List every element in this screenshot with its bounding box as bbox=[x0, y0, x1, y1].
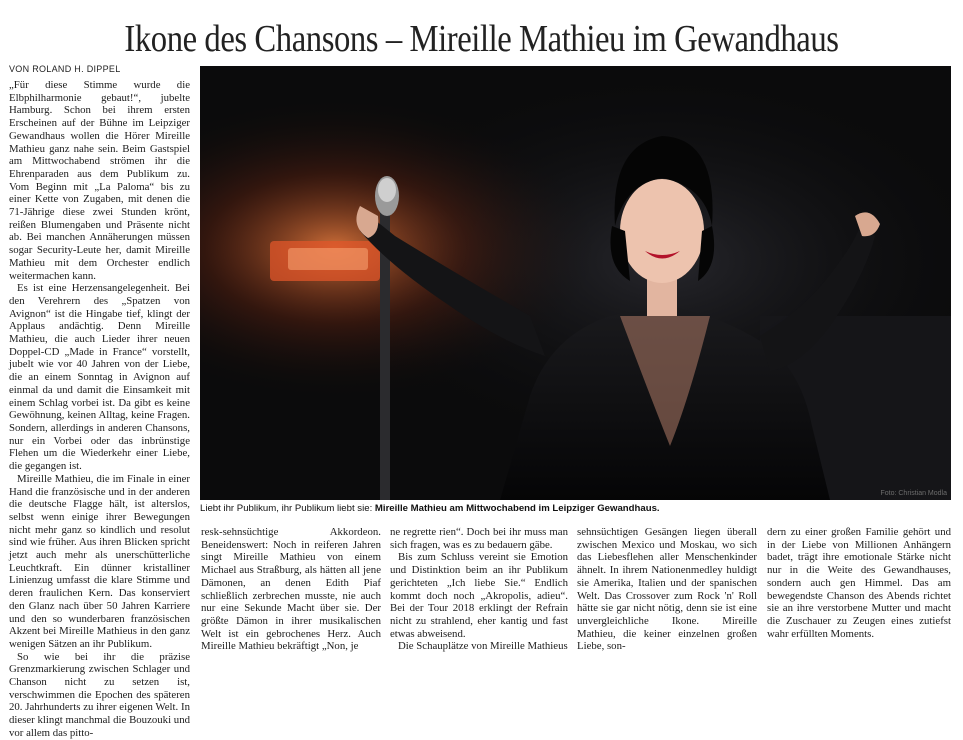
headline: Ikone des Chansons – Mireille Mathieu im Gewandhaus bbox=[124, 18, 839, 60]
photo-credit: Foto: Christian Modla bbox=[880, 490, 947, 497]
article-paragraph: Bis zum Schluss vereint sie Emotion und Distinktion beim an ihr Publikum gerichteten „Ich liebe Sie.“ Endlich kommt doch noch „Akropolis, adieu“. Bei der Tour 2018 erklingt der Refrain nicht zu strahlend, eher kantig und fast etwas abweisend. bbox=[390, 551, 568, 640]
article-paragraph: ne regrette rien“. Doch bei ihr muss man sich fragen, was es zu bedauern gäbe. bbox=[390, 526, 568, 551]
article-column-4 bbox=[577, 526, 757, 653]
byline: VON ROLAND H. DIPPEL bbox=[9, 64, 121, 74]
article-column-2 bbox=[201, 526, 381, 653]
article-paragraph: dern zu einer großen Familie gehört und in der Liebe von Millionen Anhängern badet, trägt ihre emotionale Stärke nicht nur in die Weite des Gewandhauses, sondern auch gen Himmel. Das am bewegendste Chanson des Abends richtet sie an ihre verstorbene Mutter und macht die Zuschauer zu Zeugen eines zutiefst wahr erfüllten Moments. bbox=[767, 526, 951, 640]
photo-caption bbox=[200, 503, 951, 517]
concert-photo bbox=[200, 66, 951, 500]
article-paragraph: „Für diese Stimme wurde die Elbphilharmonie gebaut!“, jubelte Hamburg. Schon bei ihrem ersten Erscheinen auf der Bühne im Leipziger Gewandhaus wollen die Hörer Mireille Mathieu ganz nahe sein. Beim Gastspiel am Mittwochabend strömen ihr die Ehrenparaden aus dem Publikum zu. Vom Beginn mit „La Paloma“ bis zu einer Kette von Zugaben, mit denen die 71-Jährige diese zwei Stunden krönt, reißen Blumengaben und Präsente nicht ab. Bei manchen Annäherungen müssen sogar Security-Leute her, damit Mireille Mathieu mit dem Orchester endlich weitermachen kann. bbox=[9, 79, 190, 282]
article-paragraph: sehnsüchtigen Gesängen liegen überall zwischen Mexico und Moskau, wo sich das Liebesflehen aller Menschenkinder ähnelt. In ihrem Nationenmedley huldigt sie Amerika, Italien und der spanischen Welt. Das Crossover zum Rock 'n' Roll hätte sie gar nicht nötig, denn sie ist eine unvergleichliche Ikone. Mireille Mathieu, die keiner einzelnen großen Liebe, son- bbox=[577, 526, 757, 653]
caption-highlight: Mireille Mathieu am Mittwochabend im Leipziger Gewandhaus. bbox=[374, 503, 660, 514]
article-paragraph: resk-sehnsüchtige Akkordeon. Beneidenswert: Noch in reiferen Jahren singt Mireille Mathieu von einem Michael aus Straßburg, als hätten all jene Dämonen, an denen Edith Piaf schließlich zerbrechen musste, nie auch nur eine Sekunde Macht über sie. Der größte Dämon in ihrer musikalischen Welt ist ein gebrochenes Herz. Auch Mireille Mathieu bekräftigt „Non, je bbox=[201, 526, 381, 653]
article-column-5 bbox=[767, 526, 951, 640]
article-column-3 bbox=[390, 526, 568, 653]
singer-on-stage-illustration bbox=[200, 66, 951, 500]
caption-lead: Liebt ihr Publikum, ihr Publikum liebt sie: bbox=[200, 503, 375, 514]
article-paragraph: So wie bei ihr die präzise Grenzmarkierung zwischen Schlager und Chanson nicht zu setzen ist, verschwimmen die Epochen des späteren 20. Jahrhunderts zu ihrer eigenen Welt. In dieser klingt manchmal die Bouzouki und vor allem das pitto- bbox=[9, 650, 190, 739]
article-paragraph: Es ist eine Herzensangelegenheit. Bei den Verehrern des „Spatzen von Avignon“ ist die Hingabe tief, klingt der Applaus andächtig. Denn Mireille Mathieu, die auch Lieder ihrer neuen Doppel-CD „Made in France“ vorstellt, jubelt wie vor 40 Jahren von der Liebe, die an einem Sonntag in Avignon auf einmal da und damit die Einsamkeit mit einem Schlag vorbei ist. Da gibt es keine Gewöhnung, keinen Alltag, keine Fragen. Sondern, allerdings in anderen Chansons, nur ein Vorbei oder das inbrünstige Flehen um die Wiederkehr einer Liebe, die gegangen ist. bbox=[9, 282, 190, 473]
article-paragraph: Mireille Mathieu, die im Finale in einer Hand die französische und in der anderen die deutsche Flagge hält, ist alterslos, selbst wenn einige ihrer Bewegungen nicht mehr ganz so kindlich und resolut sind wie früher. Aus ihren Blicken spricht jetzt auch mehr als unerschütterliche Leuchtkraft. Ein dünner kristalliner Linienzug umfasst die klare Stimme und deren fraulichen Kern. Das konserviert den Glanz nach über 50 Jahren Karriere und den so wunderbaren französischen Akzent bei Mireille Mathieus in den ganz wenigen Sätzen an ihr Publikum. bbox=[9, 472, 190, 650]
article-paragraph: Die Schauplätze von Mireille Mathieus bbox=[398, 640, 568, 653]
article-column-1 bbox=[9, 79, 190, 739]
